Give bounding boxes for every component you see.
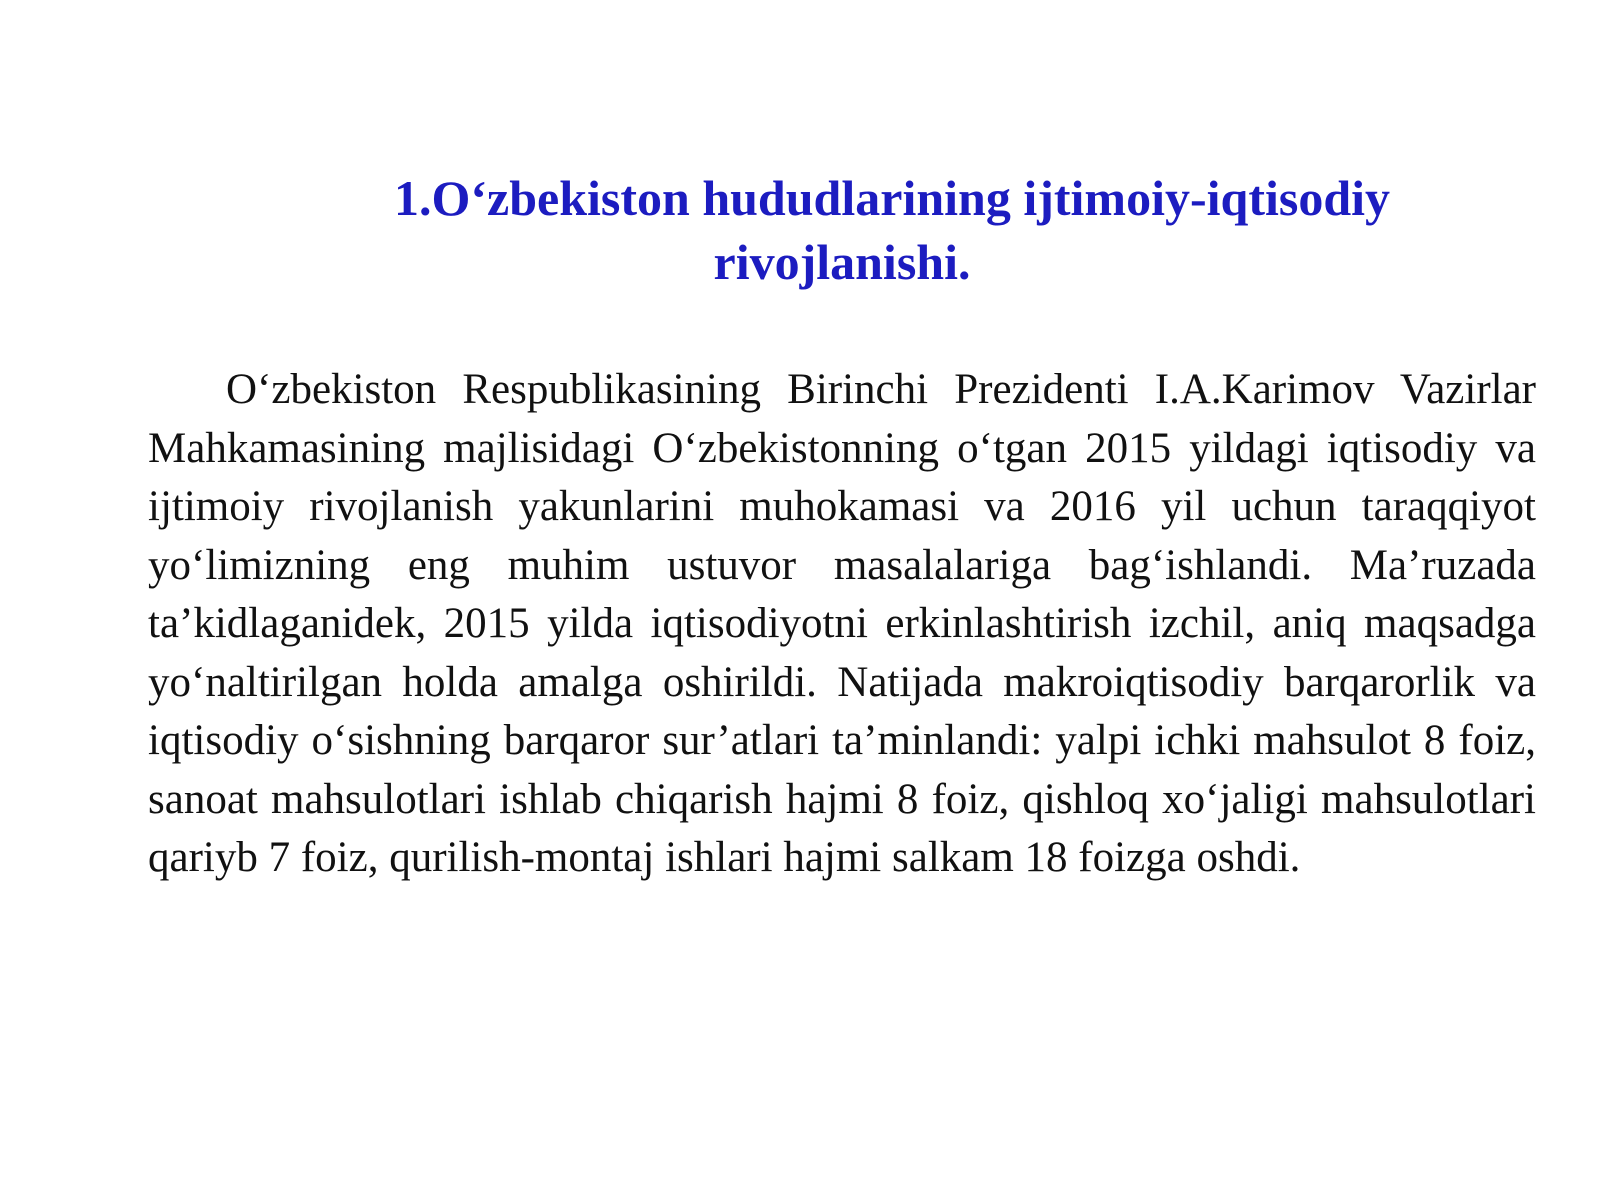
slide-title — [148, 166, 1536, 294]
slide-title-line-2: rivojlanishi. — [713, 234, 971, 290]
slide-body-paragraph: O‘zbekiston Respublikasining Birinchi Prezidenti I.A.Karimov Vazirlar Mahkamasining majlisidagi O‘zbekistonning o‘tgan 2015 yildagi iqtisodiy va ijtimoiy rivojlanish yakunlarini muhokamasi va 2016 yil uchun taraqqiyot yo‘limizning eng muhim ustuvor masalalariga bag‘ishlandi. Ma’ruzada ta’kidlaganidek, 2015 yilda iqtisodiyotni erkinlashtirish izchil, aniq maqsadga yo‘naltirilgan holda amalga oshirildi. Natijada makroiqtisodiy barqarorlik va iqtisodiy o‘sishning barqaror sur’atlari ta’minlandi: yalpi ichki mahsulot 8 foiz, sanoat mahsulotlari ishlab chiqarish hajmi 8 foiz, qishloq xo‘jaligi mahsulotlari qariyb 7 foiz, qurilish-montaj ishlari hajmi salkam 18 foizga oshdi. — [148, 366, 1536, 881]
slide-title-line-1: 1.O‘zbekiston hududlarining ijtimoiy-iqtisodiy — [393, 170, 1391, 226]
